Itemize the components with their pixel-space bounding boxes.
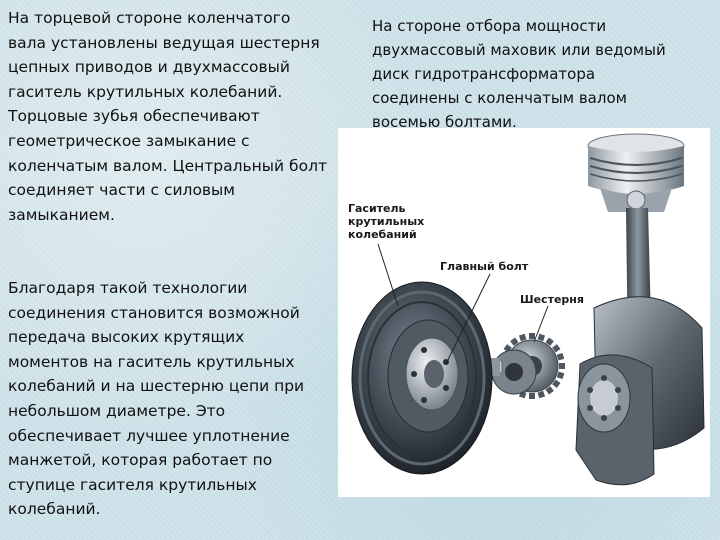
gear-tooth [537,391,545,399]
gear-tooth [559,363,565,369]
crankshaft-assembly-figure [338,128,710,497]
piston [588,134,684,212]
sprocket-gear [492,333,565,399]
gear-tooth [519,334,527,342]
power-takeoff-paragraph: На стороне отбора мощности двухмассовый маховик или ведомый диск гидротрансформатора соединены с коленчатым валом восемью болтами. [372,17,666,131]
gear-tooth [529,393,535,399]
gear-tooth [537,334,545,342]
torsional-damper [352,282,492,474]
gear-tooth [557,353,565,361]
intro-paragraph: На торцевой стороне коленчатого вала установлены ведущая шестерня цепных приводов и двухмассовый гаситель крутильных колебаний. Торцовые зубья обеспечивают геометрическое замыкание с коленчатым валом. Центральный болт соединяет части с силовым замыканием. [8,9,327,224]
gear-tooth [529,333,535,339]
benefit-paragraph: Благодаря такой технологии соединения становится возможной передача высоких крутящих моментов на гаситель крутильных колебаний и на шестерню цепи при небольшом диаметре. Это обеспечивает лучшее уплотнение манжетой, которая работает по ступице гасителя крутильных колебаний. [8,279,305,519]
gear-tooth [557,371,565,379]
crankshaft-assembly-illustration [338,128,710,497]
damper-callout: Гаситель крутильных колебаний [348,202,425,241]
crankshaft [576,297,704,485]
gear-callout: Шестерня [520,293,584,306]
main-bolt-callout: Главный болт [440,260,529,273]
